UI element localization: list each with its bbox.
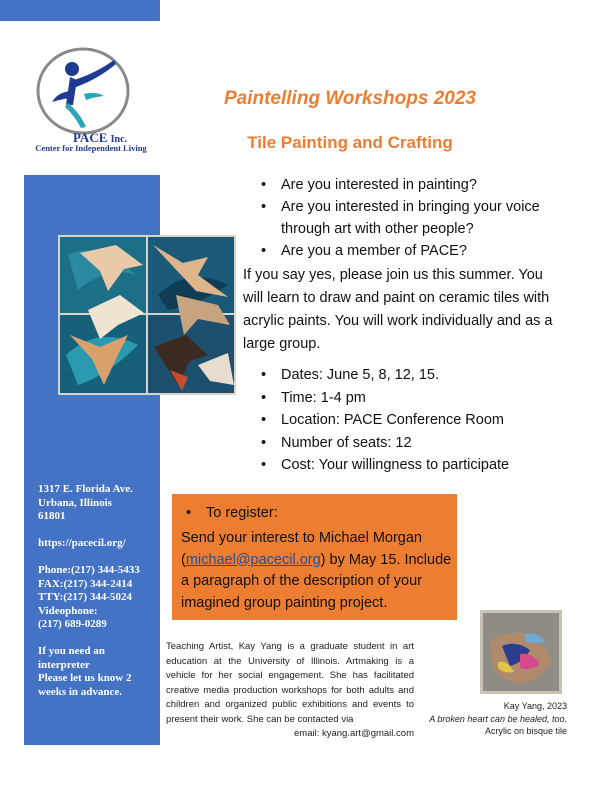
register-email-link[interactable]: michael@pacecil.org <box>185 551 321 568</box>
artist-email: email: kyang.art@gmail.com <box>294 728 414 739</box>
org-subtitle: Center for Independent Living <box>35 143 147 153</box>
phone-number: Phone:(217) 344-5433 <box>38 564 140 576</box>
details-list <box>258 364 558 477</box>
videophone-number: (217) 689-0289 <box>38 618 107 630</box>
list-item: • Number of seats: 12 <box>258 432 558 455</box>
invitation-paragraph: If you say yes, please join us this summer. You will learn to draw and paint on ceramic tiles with acrylic paints. You will work individually and as a large group. <box>243 267 553 352</box>
page-subtitle: Tile Painting and Crafting <box>247 133 453 152</box>
videophone-label: Videophone: <box>38 604 98 617</box>
tile-painting-image <box>58 235 236 395</box>
fax-number: FAX:(217) 344-2414 <box>38 577 133 590</box>
org-name: PACE Inc. <box>72 130 128 145</box>
contact-info <box>38 483 158 699</box>
address-line: Urbana, Illinois <box>38 496 112 509</box>
register-heading: • To register: <box>183 503 443 523</box>
artwork-caption: Kay Yang, 2023 A broken heart can be healed, too. Acrylic on bisque tile <box>429 701 567 736</box>
list-item: • Are you interested in bringing your voice through art with other people? <box>258 196 558 240</box>
list-item: • Location: PACE Conference Room <box>258 409 558 432</box>
list-item: • Dates: June 5, 8, 12, 15. <box>258 364 558 387</box>
address-line: 1317 E. Florida Ave. <box>38 483 133 495</box>
pace-logo <box>36 47 130 135</box>
register-heading-list <box>183 503 443 523</box>
top-accent-bar <box>0 0 160 21</box>
question-list <box>258 174 558 262</box>
list-item: • Are you a member of PACE? <box>258 240 558 262</box>
tty-number: TTY:(217) 344-5024 <box>38 591 133 603</box>
artist-bio: Teaching Artist, Kay Yang is a graduate student in art education at the University of Illinois. Artmaking is a vehicle for her social engagement. She has facilitated creative media production workshops for both adults and children and organized public exhibitions and events to present their work. She can be contacted via email: kyang.art@gmail.com <box>166 640 414 742</box>
address-line: 61801 <box>38 510 66 522</box>
register-instructions: Send your interest to Michael Morgan (michael@pacecil.org) by May 15. Include a paragraph of the description of your imagined group painting project. <box>181 530 452 611</box>
list-item: • Are you interested in painting? <box>258 174 558 196</box>
list-item: • Time: 1-4 pm <box>258 387 558 410</box>
website-link[interactable]: https://pacecil.org/ <box>38 537 126 549</box>
interpreter-note: Please let us know 2 weeks in advance. <box>38 672 132 698</box>
artwork-image <box>480 610 562 694</box>
page-title: Paintelling Workshops 2023 <box>223 88 476 109</box>
interpreter-note: If you need an interpreter <box>38 645 105 671</box>
list-item: • Cost: Your willingness to participate <box>258 454 558 477</box>
